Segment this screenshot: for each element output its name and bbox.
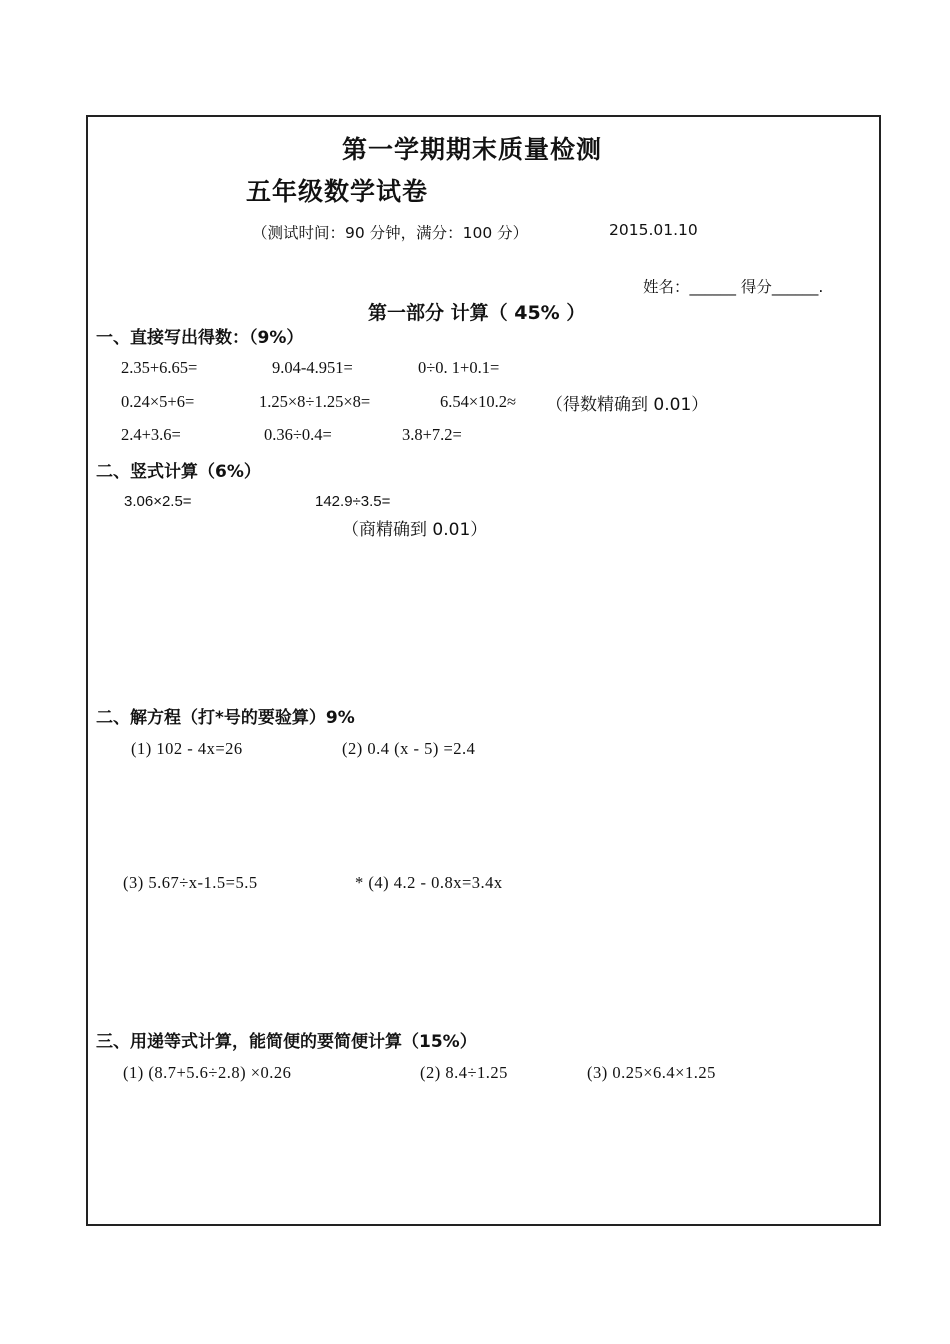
equation-3: (3) 5.67÷x-1.5=5.5 <box>123 873 258 892</box>
exam-date: 2015.01.10 <box>609 221 698 239</box>
part-title: 第一部分 计算（ 45% ） <box>368 302 586 324</box>
equation-2: (2) 0.4 (x - 5) =2.4 <box>342 739 476 758</box>
equation-4: * (4) 4.2 - 0.8x=3.4x <box>355 873 503 892</box>
name-score-field: 姓名：______ 得分______. <box>643 278 824 296</box>
section1-heading: 一、直接写出得数：（9%） <box>96 328 304 348</box>
problem-1-3: 0÷0. 1+0.1= <box>418 358 500 377</box>
problem-1-8: 0.36÷0.4= <box>264 425 332 444</box>
section4-heading: 三、用递等式计算，能简便的要简便计算（15%） <box>96 1032 477 1052</box>
problem-1-2: 9.04-4.951= <box>272 358 353 377</box>
problem-1-5: 1.25×8÷1.25×8= <box>259 392 371 411</box>
calc-2: (2) 8.4÷1.25 <box>420 1063 508 1082</box>
exam-info: （测试时间：90 分钟，满分：100 分） <box>252 224 529 242</box>
quotient-note: （商精确到 0.01） <box>342 520 488 540</box>
problem-1-9: 3.8+7.2= <box>402 425 462 444</box>
problem-2-1: 3.06×2.5= <box>124 493 192 510</box>
exam-subtitle: 五年级数学试卷 <box>246 177 429 206</box>
problem-2-2: 142.9÷3.5= <box>315 493 391 510</box>
equation-1: (1) 102 - 4x=26 <box>131 739 243 758</box>
exam-title: 第一学期期末质量检测 <box>342 135 603 164</box>
problem-1-4: 0.24×5+6= <box>121 392 195 411</box>
problem-1-7: 2.4+3.6= <box>121 425 181 444</box>
calc-3: (3) 0.25×6.4×1.25 <box>587 1063 716 1082</box>
problem-1-6: 6.54×10.2≈ <box>440 392 517 411</box>
section2-heading: 二、竖式计算（6%） <box>96 462 261 482</box>
problem-1-1: 2.35+6.65= <box>121 358 198 377</box>
calc-1: (1) (8.7+5.6÷2.8) ×0.26 <box>123 1063 292 1082</box>
precision-note: （得数精确到 0.01） <box>546 395 709 415</box>
section3-heading: 二、解方程（打*号的要验算）9% <box>96 708 355 728</box>
